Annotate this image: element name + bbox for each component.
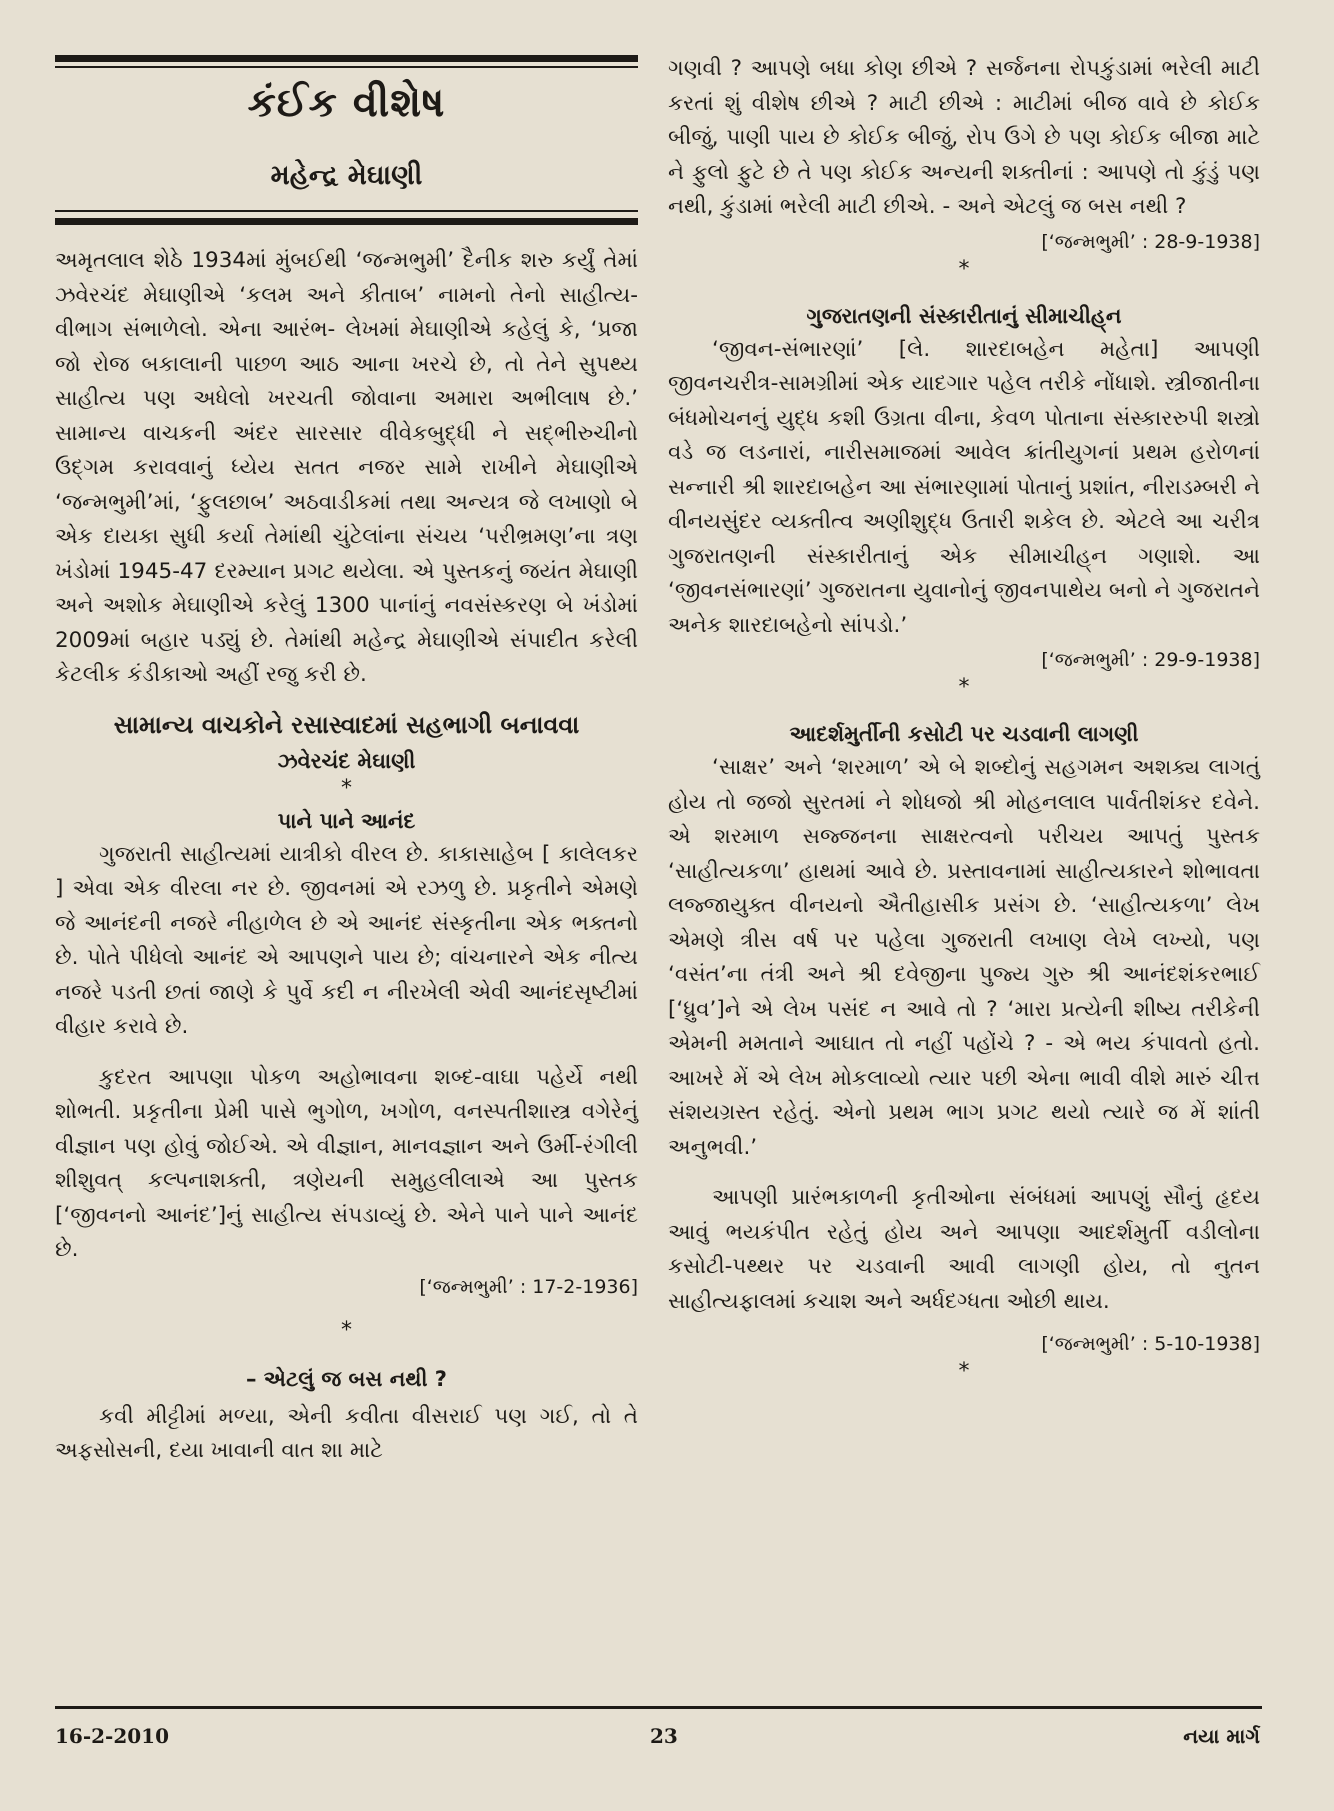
article-paragraph: આપણી પ્રારંભકાળની કૃતીઓના સંબંધમાં આપણું સૌનું હૃદય આવું ભયકંપીત રહેતું હોય અને આપણા આદર્શમુર્તી વડીલોના કસોટી-પથ્થર પર ચડવાની આવી લાગણી હોય, તો નુતન સાહીત્યફાલમાં કચાશ અને અર્ધદગ્ધતા ઓછી થાય. — [668, 1185, 1260, 1314]
separator-star: * — [958, 256, 970, 282]
title-author: મહેન્દ્ર મેઘાણી — [270, 160, 423, 191]
footer-date: 16-2-2010 — [55, 1724, 170, 1748]
article-source: [‘જન્મભુમી’ : 29-9-1938] — [1041, 649, 1260, 671]
header-rule-thick — [55, 218, 638, 225]
article-heading: પાને પાને આનંદ — [277, 808, 416, 833]
article-heading: આદર્શમુર્તીની કસોટી પર ચડવાની લાગણી — [789, 722, 1139, 746]
article-source: [‘જન્મભુમી’ : 28-9-1938] — [1041, 230, 1260, 253]
article-paragraph: કવી મીટ્ટીમાં મળ્યા, એની કવીતા વીસરાઈ પણ ગઈ, તો તે અફસોસની, દયા ખાવાની વાત શા માટે — [55, 1403, 638, 1463]
header-rule-thin — [55, 210, 638, 212]
article-paragraph: કુદરત આપણા પોકળ અહોભાવના શબ્દ-વાઘા પહેર્યે નથી શોભતી. પ્રકૃતીના પ્રેમી પાસે ભુગોળ, ખગોળ, વનસ્પતીશાસ્ત્ર વગેરેનું વીજ્ઞાન પણ હોવું જોઈએ. એ વીજ્ઞાન, માનવજ્ઞાન અને ઉર્મી-રંગીલી શીશુવત્ કલ્પનાશક્તી, ત્રણેયની સમુહલીલાએ આ પુસ્તક [‘જીવનનો આનંદ’]નું સાહીત્ય સંપડાવ્યું છે. એને પાને પાને આનંદ છે. — [55, 1064, 638, 1262]
right-column — [668, 52, 1260, 1384]
footer-rule — [55, 1706, 1262, 1709]
article-source: [‘જન્મભુમી’ : 17-2-1936] — [419, 1275, 638, 1298]
separator-star: * — [958, 675, 970, 700]
article-continuation: ગણવી ? આપણે બધા કોણ છીએ ? સર્જનના રોપકુંડામાં ભરેલી માટી કરતાં શું વીશેષ છીએ ? માટી છીએ : માટીમાં બીજ વાવે છે કોઈક બીજું, પાણી પાય છે કોઈક બીજું, રોપ ઉગે છે પણ કોઈક બીજા માટે ને ફુલો ફુટે છે તે પણ કોઈક અન્યની શક્તીનાં : આપણે તો કુંડું પણ નથી, કુંડામાં ભરેલી માટી છીએ. - અને એટલું જ બસ નથી ? — [668, 56, 1260, 219]
magazine-name: નયા માર્ગ — [1183, 1724, 1260, 1748]
article-paragraph: ગુજરાતી સાહીત્યમાં યાત્રીકો વીરલ છે. કાકાસાહેબ [ કાલેલકર ] એવા એક વીરલા નર છે. જીવનમાં એ રઝળુ છે. પ્રકૃતીને એમણે જે આનંદની નજરે નીહાળેલ છે એ આનંદ સંસ્કૃતીના એક ભક્તનો છે. પોતે પીધેલો આનંદ એ આપણને પાય છે; વાંચનારને એક નીત્ય નજરે પડતી છતાં જાણે કે પુર્વે કદી ન નીરખેલી એવી આનંદસૃષ્ટીમાં વીહાર કરાવે છે. — [55, 841, 638, 1039]
article-heading: – એટલું જ બસ નથી ? — [246, 1366, 447, 1391]
article-heading: ગુજરાતણની સંસ્કારીતાનું સીમાચીહ્‌ન — [806, 303, 1122, 328]
page-title: કંઈક વીશેષ — [247, 80, 446, 126]
page-number: 23 — [650, 1724, 678, 1748]
separator-star: * — [958, 1359, 970, 1384]
top-rule — [55, 55, 638, 62]
separator-star: * — [341, 1317, 352, 1343]
top-rule-thin — [55, 66, 638, 68]
article-source: [‘જન્મભુમી’ : 5-10-1938] — [1041, 1333, 1260, 1355]
article-paragraph: ‘જીવન-સંભારણાં’ [લે. શારદાબહેન મહેતા] આપણી જીવનચરીત્ર-સામગ્રીમાં એક યાદગાર પહેલ તરીકે નોંધાશે. સ્ત્રીજાતીના બંધમોચનનું યુદ્ધ કશી ઉગ્રતા વીના, કેવળ પોતાના સંસ્કારરુપી શસ્ત્રો વડે જ લડનારાં, નારીસમાજમાં આવેલ ક્રાંતીયુગનાં પ્રથમ હરોળનાં સન્નારી શ્રી શારદાબહેન આ સંભારણામાં પોતાનું પ્રશાંત, નીરાડમ્બરી ને વીનયસુંદર વ્યક્તીત્વ અણીશુદ્ધ ઉતારી શકેલ છે. એટલે આ ચરીત્ર ગુજરાતણની સંસ્કારીતાનું એક સીમાચીહ્‌ન ગણાશે. આ ‘જીવનસંભારણાં’ ગુજરાતના યુવાનોનું જીવનપાથેય બનો ને ગુજરાતને અનેક શારદાબહેનો સાંપડો.’ — [668, 336, 1260, 638]
left-column — [55, 244, 638, 1469]
section-author: ઝવેરચંદ મેઘાણી — [277, 748, 416, 773]
separator-star: * — [341, 775, 352, 801]
intro-paragraph: અમૃતલાલ શેઠે 1934માં મુંબઈથી ‘જન્મભુમી’ દૈનીક શરુ કર્યું તેમાં ઝવેરચંદ મેઘાણીએ ‘કલમ અને કીતાબ’ નામનો તેનો સાહીત્ય-વીભાગ સંભાળેલો. એના આરંભ- લેખમાં મેઘાણીએ કહેલું કે, ‘પ્રજા જો રોજ બકાલાની પાછળ આઠ આના ખરચે છે, તો તેને સુપથ્ય સાહીત્ય પણ અધેલો ખરચતી જોવાના અમારા અભીલાષ છે.’ સામાન્ય વાચકની અંદર સારસાર વીવેકબુદ્ધી ને સદ્‌ભીરુચીનો ઉદ્‌ગમ કરાવવાનું ધ્યેય સતત નજર સામે રાખીને મેઘાણીએ ‘જન્મભુમી’માં, ‘ફુલછાબ’ અઠવાડીકમાં તથા અન્યત્ર જે લખાણો બે એક દાયકા સુધી કર્યા તેમાંથી ચુંટેલાંના સંચય ‘પરીભ્રમણ’ના ત્રણ ખંડોમાં 1945-47 દરમ્યાન પ્રગટ થયેલા. એ પુસ્તકનું જયંત મેઘાણી અને અશોક મેઘાણીએ કરેલું 1300 પાનાંનું નવસંસ્કરણ બે ખંડોમાં 2009માં બહાર પડ્યું છે. તેમાંથી મહેન્દ્ર મેઘાણીએ સંપાદીત કરેલી કેટલીક કંડીકાઓ અહીં રજુ કરી છે. — [55, 248, 638, 687]
section-heading: સામાન્ય વાચકોને રસાસ્વાદમાં સહભાગી બનાવવા — [113, 710, 580, 739]
article-paragraph: ‘સાક્ષર’ અને ‘શરમાળ’ એ બે શબ્દોનું સહગમન અશક્ય લાગતું હોય તો જજો સુરતમાં ને શોધજો શ્રી મોહનલાલ પાર્વતીશંકર દવેને. એ શરમાળ સજ્જનના સાક્ષરત્વનો પરીચય આપતું પુસ્તક ‘સાહીત્યકળા’ હાથમાં આવે છે. પ્રસ્તાવનામાં સાહીત્યકારને શોભાવતા લજ્જાયુક્ત વીનયનો ઐતીહાસીક પ્રસંગ છે. ‘સાહીત્યકળા’ લેખ એમણે ત્રીસ વર્ષ પર પહેલા ગુજરાતી લખાણ લેખે લખ્યો, પણ ‘વસંત’ના તંત્રી અને શ્રી દવેજીના પુજ્ય ગુરુ શ્રી આનંદશંકરભાઈ [‘ધ્રુવ’]ને એ લેખ પસંદ ન આવે તો ? ‘મારા પ્રત્યેની શીષ્ય તરીકેની એમની મમતાને આઘાત તો નહીં પહોંચે ? - એ ભય કંપાવતો હતો. આખરે મેં એ લેખ મોકલાવ્યો ત્યાર પછી એના ભાવી વીશે મારું ચીત્ત સંશયગ્રસ્ત રહેતું. એનો પ્રથમ ભાગ પ્રગટ થયો ત્યારે જ મેં શાંતી અનુભવી.’ — [668, 755, 1260, 1160]
